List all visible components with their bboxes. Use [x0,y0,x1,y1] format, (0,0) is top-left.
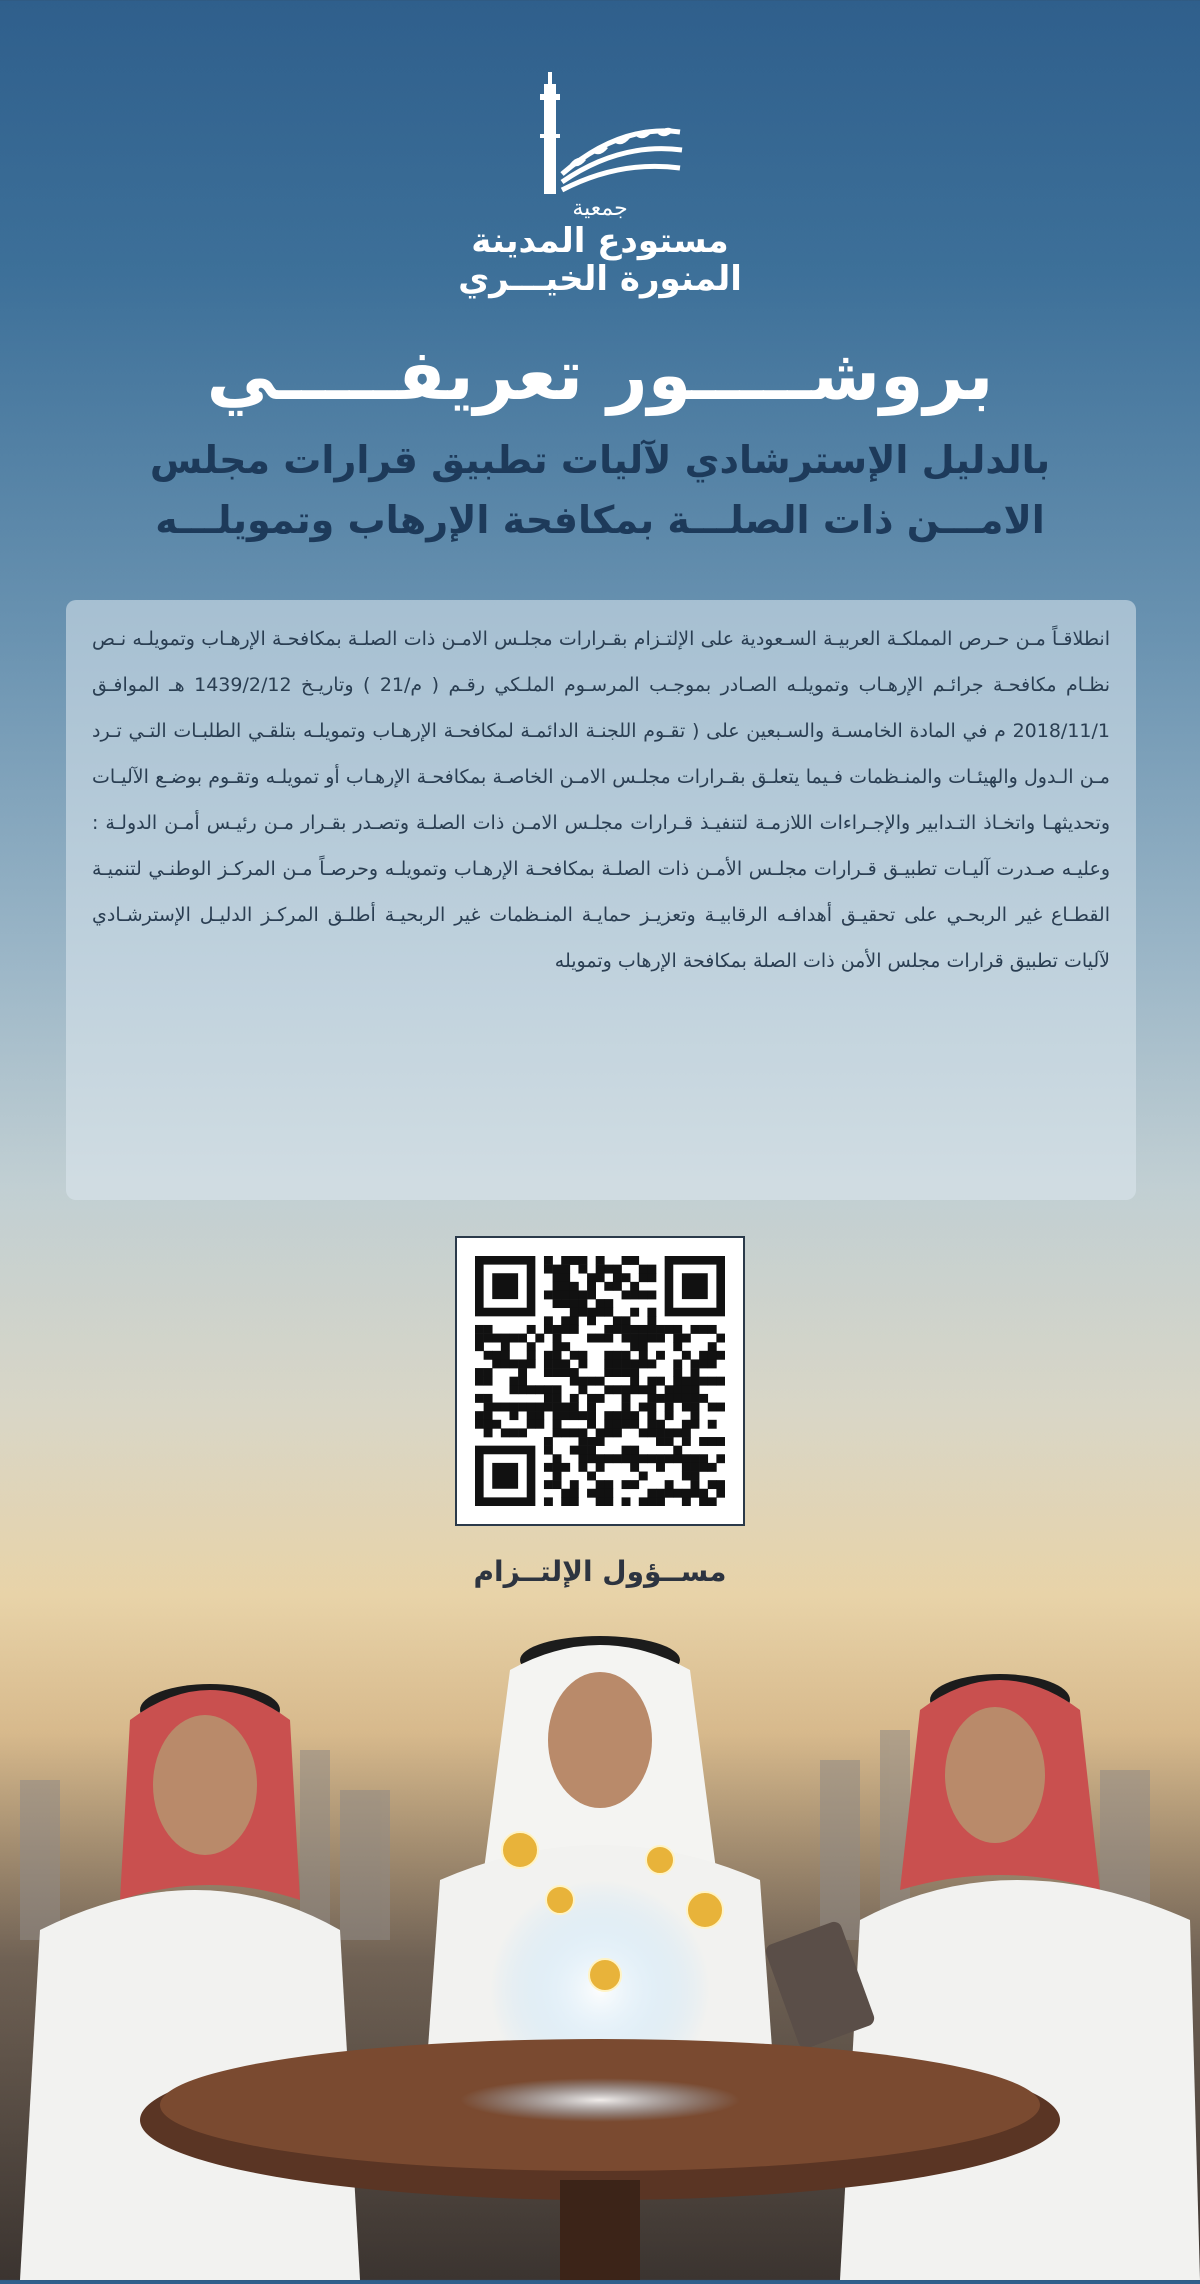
logo-text-line3: المنورة الخيـــري [458,259,742,299]
intro-card [66,600,1136,1200]
qr-code[interactable] [455,1236,745,1526]
minaret-wheat-icon [510,64,690,194]
three-men-meeting-illustration [0,1600,1200,2280]
page-title: بروشـــــور تعريفـــــي [206,334,994,416]
qr-code-icon [475,1256,725,1506]
logo-text-line2: مستودع المدينة [471,221,729,261]
logo [0,64,1200,298]
intro-paragraph: انطلاقـاً مـن حـرص المملكـة العربيـة السـعودية على الإلتـزام بقـرارات مجلـس الامـن ذات الصلـة بمكافحـة الإرهـاب وتمويلـه نـص نظـام مكافحـة جرائـم الإرهـاب وتمويلـه الصـادر بموجـب المرسـوم الملـكي رقـم ( م/21 ) وتاريـخ 1439/2/12 هـ الموافـق 2018/11/1 م في المادة الخامسـة والسـبعين على ( تقـوم اللجنـة الدائمـة لمكافحـة الإرهـاب وتمويلـه بتلقـي الطلبـات التـي تـرد مـن الـدول والهيئـات والمنـظمات فـيما يتعلـق بقـرارات مجلـس الامـن الخاصـة بمكافحـة الإرهـاب أو تمويلـه وتقـوم بوضـع الآليـات وتحديثهـا واتخـاذ التـدابير والإجـراءات اللازمـة لتنفيـذ قـرارات مجلـس الامـن ذات الصلـة وتصـدر بقـرار مـن رئيـس أمـن الدولـة : وعليـه صـدرت آليـات تطبيـق قـرارات مجلـس الأمـن ذات الصلـة بمكافحـة الإرهـاب وتمويلـه وحرصـاً مـن المركـز الوطنـي لتنميـة القطـاع غير الربحـي على تحقيـق أهدافـه الرقابيـة وتعزيـز حمايـة المنـظمات غير الربحيـة أطلـق المركـز الدليـل الإسترشـادي لآليات تطبيق قرارات مجلس الأمن ذات الصلة بمكافحة الإرهاب وتمويله [92,628,1111,972]
logo-text-line1: جمعية [572,196,628,221]
page-subtitle [0,430,1200,550]
subtitle-line2: الامـــن ذات الصلـــة بمكافحة الإرهاب وتمويلـــه [155,498,1045,542]
qr-label: مســؤول الإلتــزام [473,1555,727,1588]
subtitle-line1: بالدليل الإسترشادي لآليات تطبيق قرارات مجلس [149,438,1051,482]
